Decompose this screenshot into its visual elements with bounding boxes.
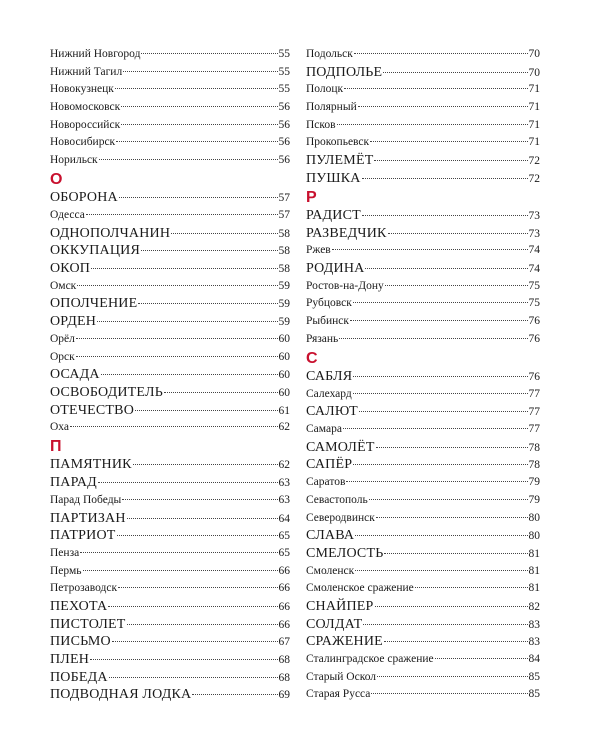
dot-leader (353, 393, 528, 394)
index-entry[interactable] (50, 669, 290, 687)
entry-page-number: 55 (278, 83, 290, 96)
entry-page-number: 77 (528, 423, 540, 436)
dot-leader (362, 215, 528, 216)
entry-page-number: 66 (278, 564, 290, 577)
dot-leader (358, 106, 528, 107)
index-entry[interactable] (50, 402, 290, 420)
dot-leader (375, 606, 528, 607)
index-entry[interactable] (306, 403, 540, 421)
dot-leader (76, 356, 278, 357)
entry-title: ПОБЕДА (50, 669, 108, 685)
entry-title: САБЛЯ (306, 369, 353, 384)
index-entry[interactable] (50, 278, 290, 296)
index-column-right (306, 46, 540, 704)
entry-page-number: 78 (528, 459, 540, 472)
index-entry[interactable] (50, 349, 290, 367)
index-entry[interactable] (50, 99, 290, 117)
entry-page-number: 83 (528, 636, 540, 649)
dot-leader (70, 426, 277, 427)
entry-title: Полярный (306, 101, 357, 114)
entry-page-number: 62 (278, 421, 290, 434)
dot-leader (377, 676, 527, 677)
dot-leader (98, 482, 278, 483)
entry-title: Северодвинск (306, 511, 375, 524)
dot-leader (116, 141, 277, 142)
index-entry[interactable] (306, 331, 540, 349)
entry-page-number: 58 (278, 227, 290, 240)
entry-page-number: 82 (528, 600, 540, 613)
entry-title: ОДНОПОЛЧАНИН (50, 225, 171, 241)
dot-leader (121, 106, 277, 107)
section-letter: П (50, 437, 62, 455)
entry-title: РАДИСТ (306, 208, 361, 223)
entry-title: РАЗВЕДЧИК (306, 225, 387, 241)
entry-page-number: 80 (528, 511, 540, 524)
dot-leader (76, 338, 278, 339)
index-entry[interactable] (306, 242, 540, 260)
entry-title: РОДИНА (306, 261, 365, 277)
entry-page-number: 70 (528, 48, 540, 60)
dot-leader (77, 285, 277, 286)
entry-page-number: 58 (278, 263, 290, 276)
dot-leader (133, 464, 278, 465)
entry-title: Новороссийск (50, 118, 121, 131)
index-entry[interactable] (50, 456, 290, 474)
index-entry[interactable] (50, 686, 290, 704)
entry-page-number: 73 (528, 227, 540, 240)
section-letter: Р (306, 188, 317, 206)
entry-title: Пермь (50, 564, 82, 577)
entry-title: Саратов (306, 476, 346, 489)
entry-title: ПАРТИЗАН (50, 510, 126, 526)
dot-leader (80, 552, 277, 553)
dot-leader (90, 659, 277, 660)
index-entry[interactable] (50, 242, 290, 260)
index-entry[interactable] (306, 386, 540, 404)
index-entry[interactable] (50, 152, 290, 170)
entry-title: Смоленское сражение (306, 582, 414, 595)
entry-title: Пенза (50, 546, 80, 559)
dot-leader (138, 303, 277, 304)
entry-page-number: 56 (278, 154, 290, 167)
index-entry[interactable] (50, 81, 290, 99)
entry-page-number: 71 (528, 136, 540, 149)
dot-leader (359, 411, 528, 412)
entry-page-number: 59 (278, 279, 290, 292)
index-entry[interactable] (306, 295, 540, 313)
entry-title: ПУШКА (306, 170, 361, 186)
entry-title: ПИСЬМО (50, 634, 111, 650)
entry-page-number: 62 (278, 459, 290, 472)
entry-page-number: 74 (528, 263, 540, 276)
index-entry[interactable] (50, 474, 290, 492)
index-entry[interactable] (50, 492, 290, 510)
index-entry[interactable] (306, 669, 540, 687)
entry-page-number: 85 (528, 688, 540, 701)
entry-title: ПИСТОЛЕТ (50, 616, 126, 632)
entry-page-number: 66 (278, 600, 290, 613)
entry-title: Смоленск (306, 564, 355, 577)
index-entry[interactable] (306, 421, 540, 439)
entry-title: Норильск (50, 154, 98, 167)
entry-title: Омск (50, 279, 77, 292)
entry-title: Ростов-на-Дону (306, 279, 384, 292)
index-entry[interactable] (50, 117, 290, 135)
index-entry[interactable] (306, 545, 540, 563)
entry-title: ОКОП (50, 261, 91, 277)
entry-title: Новосибирск (50, 136, 116, 149)
index-entry[interactable] (50, 651, 290, 669)
entry-page-number: 75 (528, 279, 540, 292)
dot-leader (388, 233, 528, 234)
entry-page-number: 70 (528, 66, 540, 79)
entry-title: САЛЮТ (306, 404, 358, 420)
entry-page-number: 72 (528, 155, 540, 168)
index-entry[interactable] (306, 225, 540, 243)
entry-title: СОЛДАТ (306, 616, 363, 632)
dot-leader (355, 570, 527, 571)
entry-page-number: 81 (528, 582, 540, 595)
index-entry[interactable] (306, 686, 540, 704)
dot-leader (353, 376, 527, 377)
index-entry[interactable] (306, 527, 540, 545)
entry-page-number: 69 (278, 689, 290, 702)
index-entry[interactable] (306, 313, 540, 331)
entry-title: ПАМЯТНИК (50, 457, 132, 473)
section-letter: С (306, 349, 318, 367)
entry-page-number: 56 (278, 136, 290, 149)
index-entry[interactable] (50, 527, 290, 545)
entry-title: Подольск (306, 48, 353, 60)
entry-page-number: 60 (278, 369, 290, 382)
dot-leader (127, 518, 278, 519)
index-entry[interactable] (50, 633, 290, 651)
index-entry[interactable] (306, 152, 540, 170)
entry-title: Петрозаводск (50, 582, 118, 595)
dot-leader (122, 499, 277, 500)
entry-page-number: 61 (278, 404, 290, 417)
entry-title: Одесса (50, 209, 85, 221)
entry-title: Прокопьевск (306, 136, 370, 149)
index-entry[interactable] (50, 46, 290, 64)
entry-title: САПЁР (306, 457, 353, 473)
entry-title: Орёл (50, 332, 75, 345)
entry-title: ПАТРИОТ (50, 528, 116, 544)
dot-leader (435, 658, 528, 659)
index-entry[interactable] (306, 207, 540, 225)
entry-page-number: 73 (528, 210, 540, 222)
dot-leader (370, 141, 527, 142)
dot-leader (383, 72, 527, 73)
entry-title: Севастополь (306, 493, 368, 506)
entry-page-number: 60 (278, 350, 290, 363)
entry-title: СРАЖЕНИЕ (306, 634, 383, 650)
entry-title: ПАРАД (50, 475, 97, 491)
index-entry[interactable] (50, 510, 290, 528)
dot-leader (376, 517, 528, 518)
index-entry[interactable] (50, 64, 290, 82)
dot-leader (135, 410, 277, 411)
entry-page-number: 64 (278, 512, 290, 525)
index-entry[interactable] (306, 633, 540, 651)
entry-page-number: 68 (278, 654, 290, 666)
index-entry[interactable] (50, 313, 290, 331)
dot-leader (99, 159, 278, 160)
entry-page-number: 84 (528, 653, 540, 665)
entry-title: ПОДПОЛЬЕ (306, 64, 383, 80)
entry-page-number: 56 (278, 118, 290, 131)
entry-page-number: 77 (528, 406, 540, 419)
entry-page-number: 79 (528, 476, 540, 489)
index-entry[interactable] (306, 134, 540, 152)
index-entry[interactable] (306, 99, 540, 117)
index-entry[interactable] (306, 616, 540, 634)
entry-page-number: 78 (528, 441, 540, 454)
entry-page-number: 81 (528, 564, 540, 577)
entry-page-number: 68 (278, 671, 290, 684)
entry-title: Самара (306, 423, 342, 436)
index-entry[interactable] (306, 580, 540, 598)
index-entry[interactable] (306, 278, 540, 296)
entry-title: ОРДЕН (50, 314, 97, 330)
entry-page-number: 65 (278, 530, 290, 543)
index-entry[interactable] (50, 598, 290, 616)
entry-page-number: 76 (528, 332, 540, 345)
dot-leader (415, 587, 528, 588)
index-entry[interactable] (50, 563, 290, 581)
entry-title: Старая Русса (306, 688, 371, 701)
dot-leader (108, 606, 277, 607)
entry-page-number: 71 (528, 83, 540, 96)
entry-page-number: 79 (528, 493, 540, 506)
entry-page-number: 71 (528, 118, 540, 131)
entry-page-number: 67 (278, 636, 290, 649)
dot-leader (119, 197, 278, 198)
entry-title: САМОЛЁТ (306, 439, 375, 455)
index-entry[interactable] (306, 64, 540, 82)
entry-page-number: 59 (278, 316, 290, 329)
dot-leader (121, 124, 277, 125)
dot-leader (376, 447, 528, 448)
dot-leader (355, 535, 527, 536)
entry-page-number: 60 (278, 332, 290, 345)
index-column-left (50, 46, 290, 704)
dot-leader (141, 250, 278, 251)
dot-leader (97, 321, 277, 322)
dot-leader (337, 124, 528, 125)
dot-leader (374, 160, 527, 161)
entry-title: Салехард (306, 387, 352, 400)
entry-page-number: 81 (528, 547, 540, 560)
entry-title: Псков (306, 118, 336, 131)
dot-leader (371, 693, 527, 694)
entry-title: Новомосковск (50, 101, 121, 114)
entry-page-number: 72 (528, 172, 540, 185)
dot-leader (354, 53, 528, 54)
dot-leader (346, 481, 527, 482)
dot-leader (343, 428, 528, 429)
entry-page-number: 85 (528, 670, 540, 683)
dot-leader (384, 553, 527, 554)
index-entry[interactable] (306, 651, 540, 669)
index-entry[interactable] (50, 616, 290, 634)
dot-leader (101, 374, 278, 375)
dot-leader (91, 268, 277, 269)
index-entry[interactable] (50, 260, 290, 278)
entry-title: ОБОРОНА (50, 190, 118, 206)
entry-page-number: 63 (278, 477, 290, 490)
index-entry[interactable] (306, 260, 540, 278)
entry-title: Сталинградское сражение (306, 653, 434, 665)
entry-page-number: 59 (278, 298, 290, 311)
index-entry[interactable] (50, 207, 290, 225)
index-entry[interactable] (306, 598, 540, 616)
index-entry[interactable] (50, 366, 290, 384)
index-entry[interactable] (50, 331, 290, 349)
entry-title: ПУЛЕМЁТ (306, 153, 374, 169)
entry-title: ПОДВОДНАЯ ЛОДКА (50, 687, 192, 703)
entry-page-number: 56 (278, 101, 290, 114)
dot-leader (344, 88, 527, 89)
entry-title: ОСАДА (50, 367, 100, 383)
index-entry[interactable] (50, 189, 290, 207)
dot-leader (332, 249, 528, 250)
index-entry[interactable] (50, 580, 290, 598)
dot-leader (353, 302, 528, 303)
entry-title: СЛАВА (306, 528, 355, 544)
entry-title: ОСВОБОДИТЕЛЬ (50, 384, 163, 400)
entry-page-number: 71 (528, 101, 540, 114)
dot-leader (353, 464, 527, 465)
dot-leader (127, 624, 278, 625)
dot-leader (86, 214, 278, 215)
entry-page-number: 55 (278, 48, 290, 60)
dot-leader (171, 233, 277, 234)
section-letter: О (50, 170, 63, 188)
dot-leader (339, 338, 527, 339)
entry-title: Парад Победы (50, 493, 122, 506)
index-entry[interactable] (306, 46, 540, 64)
entry-title: Рубцовск (306, 297, 352, 310)
entry-page-number: 77 (528, 387, 540, 400)
entry-title: Рязань (306, 332, 339, 345)
entry-page-number: 66 (278, 618, 290, 631)
index-entry[interactable] (50, 295, 290, 313)
entry-title: ОТЕЧЕСТВО (50, 402, 135, 418)
entry-title: Старый Оскол (306, 670, 377, 683)
dot-leader (83, 570, 278, 571)
index-entry[interactable] (306, 456, 540, 474)
entry-title: Нижний Новгород (50, 48, 141, 60)
entry-title: Ржев (306, 244, 331, 257)
entry-title: Оха (50, 421, 70, 434)
dot-leader (365, 268, 527, 269)
dot-leader (115, 88, 278, 89)
index-entry[interactable] (306, 563, 540, 581)
entry-page-number: 66 (278, 582, 290, 595)
entry-title: Орск (50, 350, 75, 363)
entry-page-number: 57 (278, 192, 290, 205)
index-entry[interactable] (50, 545, 290, 563)
dot-leader (164, 392, 278, 393)
dot-leader (385, 285, 528, 286)
index-entry[interactable] (306, 170, 540, 188)
dot-leader (118, 587, 277, 588)
entry-title: Новокузнецк (50, 83, 114, 96)
entry-title: СНАЙПЕР (306, 598, 374, 614)
index-entry[interactable] (306, 117, 540, 135)
entry-page-number: 74 (528, 244, 540, 257)
entry-title: ОПОЛЧЕНИЕ (50, 296, 138, 312)
index-entry[interactable] (306, 81, 540, 99)
dot-leader (117, 535, 278, 536)
dot-leader (112, 641, 278, 642)
dot-leader (123, 71, 277, 72)
entry-page-number: 57 (278, 209, 290, 221)
dot-leader (141, 53, 277, 54)
entry-title: Нижний Тагил (50, 65, 123, 78)
index-entry[interactable] (306, 368, 540, 386)
entry-title: ОККУПАЦИЯ (50, 243, 140, 259)
dot-leader (369, 499, 528, 500)
dot-leader (109, 677, 278, 678)
dot-leader (363, 624, 527, 625)
entry-page-number: 80 (528, 530, 540, 543)
entry-page-number: 83 (528, 618, 540, 631)
index-entry[interactable] (50, 225, 290, 243)
index-entry[interactable] (50, 384, 290, 402)
index-entry[interactable] (50, 134, 290, 152)
index-entry[interactable] (50, 419, 290, 437)
index-entry[interactable] (306, 510, 540, 528)
entry-page-number: 63 (278, 493, 290, 506)
entry-page-number: 75 (528, 297, 540, 310)
dot-leader (350, 320, 528, 321)
entry-title: Рыбинск (306, 315, 349, 328)
entry-page-number: 60 (278, 386, 290, 399)
dot-leader (384, 641, 528, 642)
entry-page-number: 65 (278, 546, 290, 559)
entry-title: СМЕЛОСТЬ (306, 545, 384, 561)
dot-leader (362, 178, 528, 179)
entry-title: Полоцк (306, 83, 344, 96)
index-entry[interactable] (306, 474, 540, 492)
entry-page-number: 76 (528, 371, 540, 383)
entry-title: ПЛЕН (50, 652, 90, 667)
entry-page-number: 58 (278, 245, 290, 258)
entry-page-number: 55 (278, 65, 290, 78)
index-entry[interactable] (306, 492, 540, 510)
entry-page-number: 76 (528, 315, 540, 328)
index-entry[interactable] (306, 439, 540, 457)
entry-title: ПЕХОТА (50, 598, 108, 614)
dot-leader (192, 694, 277, 695)
